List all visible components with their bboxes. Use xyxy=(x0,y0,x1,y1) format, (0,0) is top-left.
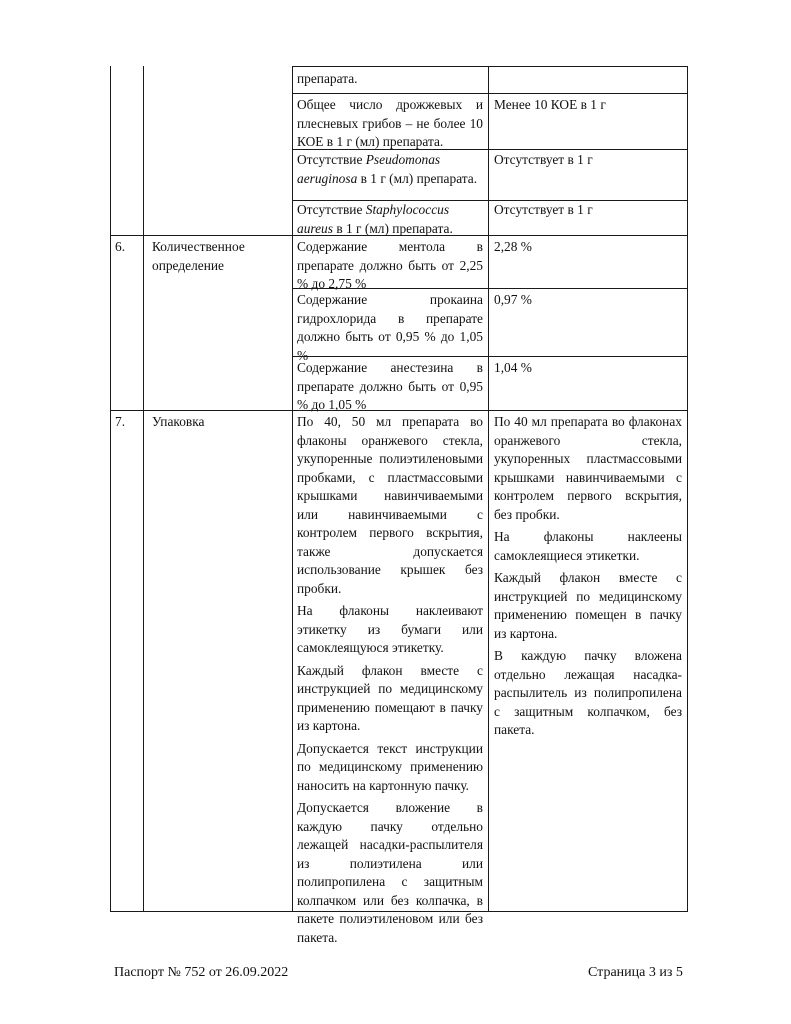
yeast-result: Менее 10 КОЕ в 1 г xyxy=(494,97,606,112)
menthol-requirement: Содержание ментола в препарате должно быть от 2,25 % до 2,75 % xyxy=(297,239,483,291)
menthol-result: 2,28 % xyxy=(494,239,532,254)
staphylococcus-requirement: Отсутствие Staphylococcus aureus в 1 г (мл) препарата. xyxy=(297,202,453,236)
packaging-result xyxy=(494,413,682,740)
packaging-req-paragraph: По 40, 50 мл препарата во флаконы оранжевого стекла, укупоренные полиэтиленовыми пробками, с пластмассовыми крышками навинчиваемыми или навинчиваемыми с контролем первого вскрытия, также допускается использование крышек без пробки. xyxy=(297,414,483,596)
packaging-req-paragraph: Каждый флакон вместе с инструкцией по медицинскому применению помещают в пачку из картона. xyxy=(297,662,483,733)
packaging-req-paragraph: На флаконы наклеивают этикетку из бумаги или самоклеящуюся этикетку. xyxy=(297,603,483,655)
packaging-res-paragraph: В каждую пачку вложена отдельно лежащая насадка-распылитель из полипропилена с защитным колпачком, без пакета. xyxy=(494,648,682,737)
pseudomonas-result: Отсутствует в 1 г xyxy=(494,152,593,167)
row-7-number: 7. xyxy=(115,414,126,429)
packaging-req-paragraph: Допускается текст инструкции по медицинскому применению наносить на картонную пачку. xyxy=(297,740,483,793)
packaging-res-paragraph: Каждый флакон вместе с инструкцией по медицинскому применению помещен в пачку из картона. xyxy=(494,570,682,641)
packaging-res-paragraph: На флаконы наклеены самоклеящиеся этикетки. xyxy=(494,529,682,563)
anesthesin-requirement: Содержание анестезина в препарате должно быть от 0,95 % до 1,05 % xyxy=(297,360,483,412)
anesthesin-result: 1,04 % xyxy=(494,360,532,375)
row-7-name: Упаковка xyxy=(152,414,205,429)
page-number: Страница 3 из 5 xyxy=(588,965,683,980)
procaine-requirement: Содержание прокаина гидрохлорида в препарате должно быть от 0,95 % до 1,05 % xyxy=(297,292,483,363)
pseudomonas-requirement: Отсутствие Pseudomonas aeruginosa в 1 г (мл) препарата. xyxy=(297,152,478,186)
staphylococcus-result: Отсутствует в 1 г xyxy=(494,202,593,217)
row-6-name: Количественное определение xyxy=(152,239,245,273)
packaging-res-paragraph: По 40 мл препарата во флаконах оранжевого стекла, укупоренных пластмассовыми крышками навинчиваемыми с контролем первого вскрытия, без пробки. xyxy=(494,414,682,522)
passport-footer: Паспорт № 752 от 26.09.2022 xyxy=(114,965,289,980)
yeast-requirement: Общее число дрожжевых и плесневых грибов – не более 10 КОЕ в 1 г (мл) препарата. xyxy=(297,97,483,149)
continued-requirement: препарата. xyxy=(297,71,358,86)
pseudomonas-species: Pseudomonas aeruginosa xyxy=(297,152,441,186)
packaging-requirement xyxy=(297,413,483,945)
packaging-req-paragraph: Допускается вложение в каждую пачку отдельно лежащей насадки-распылителя из полиэтилена или полипропилена с защитным колпачком или без колпачка, в пакете полиэтиленовом или без пакета. xyxy=(297,800,483,945)
staphylococcus-species: Staphylococcus aureus xyxy=(297,202,450,236)
row-6-number: 6. xyxy=(115,239,126,254)
procaine-result: 0,97 % xyxy=(494,292,532,307)
